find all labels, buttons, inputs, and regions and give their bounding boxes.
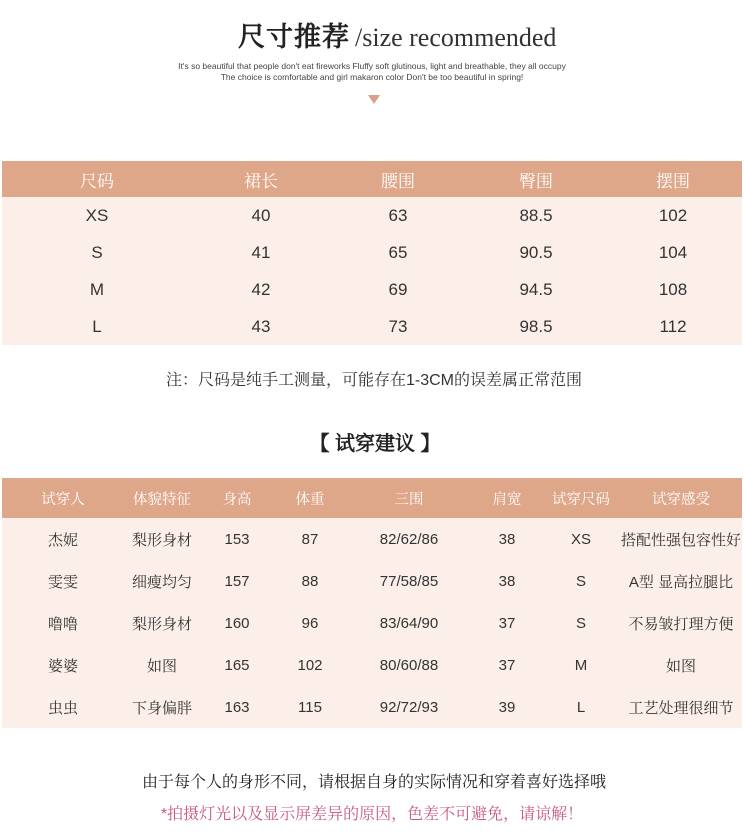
height-cell: 160 <box>224 614 250 632</box>
title-english: /size recommended <box>355 23 557 52</box>
tester-name-cell: 婆婆 <box>47 657 78 675</box>
table-row <box>2 271 742 308</box>
skirt-length-cell: 40 <box>251 205 271 225</box>
size-table-body <box>2 197 742 345</box>
feedback-cell: 如图 <box>665 657 696 675</box>
measurements-cell: 92/72/93 <box>379 698 439 716</box>
skirt-length-cell: 41 <box>251 242 271 262</box>
column-header-waist: 腰围 <box>381 171 415 191</box>
tried-size-cell: S <box>575 572 586 590</box>
table-row <box>2 308 742 345</box>
weight-cell: 88 <box>301 572 319 590</box>
column-header-feedback: 试穿感受 <box>652 491 710 508</box>
size-table <box>2 161 742 345</box>
body-type-cell: 下身偏胖 <box>131 699 192 717</box>
column-header-weight: 体重 <box>295 491 325 508</box>
column-header-size: 尺码 <box>80 171 114 191</box>
tried-size-cell: XS <box>570 530 591 548</box>
size-note: 注：尺码是纯手工测量，可能存在1-3CM的误差属正常范围 <box>165 372 582 389</box>
height-cell: 163 <box>224 698 250 716</box>
size-cell: XS <box>85 205 109 225</box>
footer-advice: 由于每个人的身形不同，请根据自身的实际情况和穿着喜好选择哦 <box>141 774 606 791</box>
hip-cell: 90.5 <box>519 242 553 262</box>
measurements-cell: 82/62/86 <box>379 530 439 548</box>
column-header-height: 身高 <box>222 491 252 508</box>
subtitle-line-2: The choice is comfortable and girl makaron color Don't be too beautiful in spring! <box>220 72 524 82</box>
page-title <box>238 15 556 54</box>
measurements-cell: 77/58/85 <box>379 572 439 590</box>
hip-cell: 88.5 <box>519 205 553 225</box>
body-type-cell: 梨形身材 <box>131 531 192 549</box>
shoulder-cell: 39 <box>498 698 516 716</box>
hem-cell: 108 <box>658 279 688 299</box>
weight-cell: 96 <box>301 614 319 632</box>
weight-cell: 102 <box>297 656 323 674</box>
column-header-measurements: 三围 <box>394 491 424 508</box>
column-header-tried-size: 试穿尺码 <box>552 491 610 508</box>
feedback-cell: 不易皱打理方便 <box>628 615 734 633</box>
triangle-down-icon <box>368 95 380 104</box>
weight-cell: 87 <box>301 530 319 548</box>
feedback-cell: 搭配性强包容性好 <box>620 531 741 549</box>
hip-cell: 94.5 <box>519 279 553 299</box>
size-cell: M <box>89 279 105 299</box>
table-row <box>2 197 742 234</box>
column-header-hip: 臀围 <box>519 171 553 191</box>
size-cell: L <box>92 316 102 336</box>
hem-cell: 102 <box>658 205 688 225</box>
column-header-skirt-length: 裙长 <box>244 171 278 191</box>
body-type-cell: 细瘦均匀 <box>131 573 192 591</box>
shoulder-cell: 37 <box>498 656 516 674</box>
hem-cell: 112 <box>659 316 687 336</box>
table-row <box>2 602 742 644</box>
shoulder-cell: 38 <box>498 572 516 590</box>
table-row <box>2 644 742 686</box>
feedback-cell: 工艺处理很细节 <box>628 699 734 717</box>
fitting-table-header-row <box>2 478 742 518</box>
skirt-length-cell: 43 <box>251 316 271 336</box>
tester-name-cell: 虫虫 <box>47 699 78 717</box>
subtitle <box>0 61 744 83</box>
column-header-body-type: 体貌特征 <box>133 491 191 508</box>
body-type-cell: 梨形身材 <box>131 615 192 633</box>
fitting-table <box>2 478 742 728</box>
column-header-shoulder: 肩宽 <box>492 491 522 508</box>
tester-name-cell: 雯雯 <box>47 573 78 591</box>
tester-name-cell: 杰妮 <box>47 531 78 549</box>
subtitle-line-1: It's so beautiful that people don't eat fireworks Fluffy soft glutinous, light and breathable, they all occupy <box>178 61 566 71</box>
waist-cell: 63 <box>388 205 408 225</box>
size-cell: S <box>91 242 103 262</box>
tried-size-cell: L <box>576 698 586 716</box>
feedback-cell: A型 显高拉腿比 <box>628 573 734 591</box>
skirt-length-cell: 42 <box>251 279 271 299</box>
measurements-cell: 80/60/88 <box>379 656 439 674</box>
tried-size-cell: S <box>575 614 586 632</box>
weight-cell: 115 <box>298 698 322 716</box>
tried-size-cell: M <box>574 656 588 674</box>
shoulder-cell: 37 <box>498 614 516 632</box>
column-header-hem: 摆围 <box>656 171 690 191</box>
fitting-table-body <box>2 518 742 728</box>
waist-cell: 69 <box>388 279 408 299</box>
title-chinese: 尺寸推荐 <box>238 22 350 52</box>
table-row <box>2 686 742 728</box>
shoulder-cell: 38 <box>498 530 516 548</box>
hip-cell: 98.5 <box>519 316 553 336</box>
table-row <box>2 518 742 560</box>
height-cell: 157 <box>224 572 250 590</box>
fitting-section-title: 【 试穿建议 】 <box>309 433 441 455</box>
height-cell: 165 <box>224 656 250 674</box>
body-type-cell: 如图 <box>146 657 177 675</box>
size-table-header-row <box>2 161 742 197</box>
table-row <box>2 234 742 271</box>
measurements-cell: 83/64/90 <box>379 614 439 632</box>
hem-cell: 104 <box>658 242 688 262</box>
waist-cell: 65 <box>388 242 408 262</box>
column-header-tester: 试穿人 <box>41 491 85 508</box>
tester-name-cell: 噜噜 <box>47 615 78 633</box>
height-cell: 153 <box>224 530 250 548</box>
waist-cell: 73 <box>388 316 408 336</box>
table-row <box>2 560 742 602</box>
footer-color-disclaimer: *拍摄灯光以及显示屏差异的原因，色差不可避免，请谅解！ <box>160 806 584 823</box>
